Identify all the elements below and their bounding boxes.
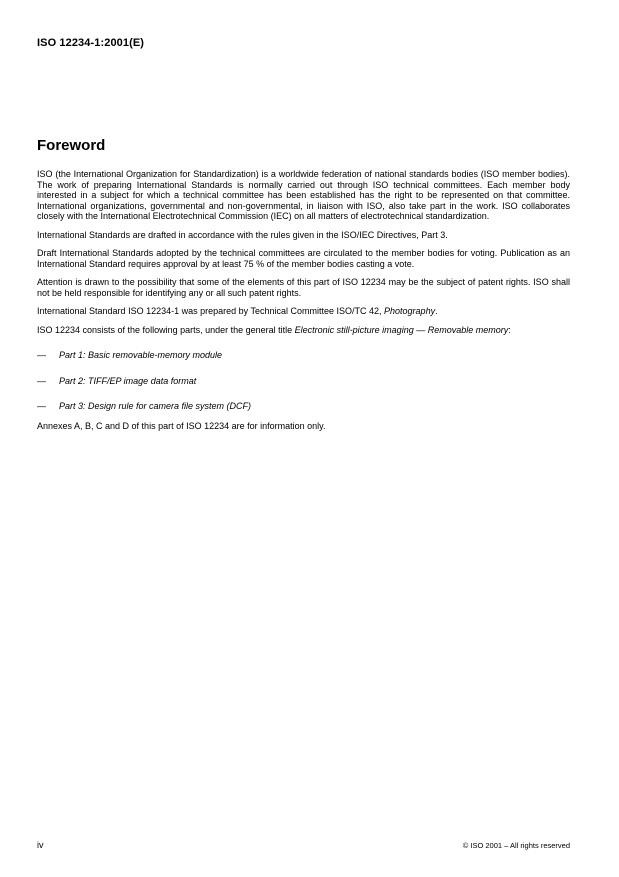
copyright-notice: © ISO 2001 – All rights reserved [462, 841, 570, 850]
part-3-title: Part 3: Design rule for camera file system (DCF) [59, 401, 252, 411]
paragraph-voting: Draft International Standards adopted by the technical committees are circulated to the member bodies for voting. Publication as an International Standard requires approval by at least 75 % of the member bodies casting a vote. [37, 248, 570, 269]
page-number: iv [37, 840, 44, 850]
dash-marker: — [37, 350, 46, 360]
part-1-title: Part 1: Basic removable-memory module [59, 350, 223, 360]
paragraph-patents: Attention is drawn to the possibility that some of the elements of this part of ISO 12234 may be the subject of patent rights. ISO shall not be held responsible for identifying any or all such patent rights. [37, 277, 570, 298]
dash-marker: — [37, 401, 46, 411]
paragraph-annexes: Annexes A, B, C and D of this part of ISO 12234 are for information only. [37, 420, 326, 431]
parts-list [37, 350, 570, 412]
paragraph-committee [37, 306, 570, 317]
parts-intro-text: ISO 12234 consists of the following parts, under the general title [37, 324, 295, 335]
general-title: Electronic still-picture imaging — Removable memory [294, 324, 509, 335]
part-2-title: Part 2: TIFF/EP image data format [59, 375, 197, 386]
foreword-heading: Foreword [37, 137, 106, 154]
list-item [37, 350, 570, 361]
list-item [37, 376, 570, 387]
list-item [37, 401, 570, 412]
committee-name: Photography [384, 306, 436, 316]
paragraph-directives: International Standards are drafted in accordance with the rules given in the ISO/IEC Directives, Part 3. [37, 229, 448, 240]
paragraph-parts-intro [37, 325, 570, 336]
parts-intro-suffix: : [508, 324, 511, 335]
paragraph-iso-intro: ISO (the International Organization for Standardization) is a worldwide federation of national standards bodies (ISO member bodies). The work of preparing International Standards is normally carried out through ISO technical committees. Each member body interested in a subject for which a technical committee has been established has the right to be represented on that committee. International organizations, governmental and non-governmental, in liaison with ISO, also take part in the work. ISO collaborates closely with the International Electrotechnical Commission (IEC) on all matters of electrotechnical standardization. [37, 169, 570, 221]
dash-marker: — [37, 375, 46, 386]
committee-suffix: . [435, 306, 438, 316]
foreword-body [37, 169, 570, 439]
document-id: ISO 12234-1:2001(E) [37, 37, 145, 49]
committee-text: International Standard ISO 12234-1 was prepared by Technical Committee ISO/TC 42, [37, 306, 385, 316]
